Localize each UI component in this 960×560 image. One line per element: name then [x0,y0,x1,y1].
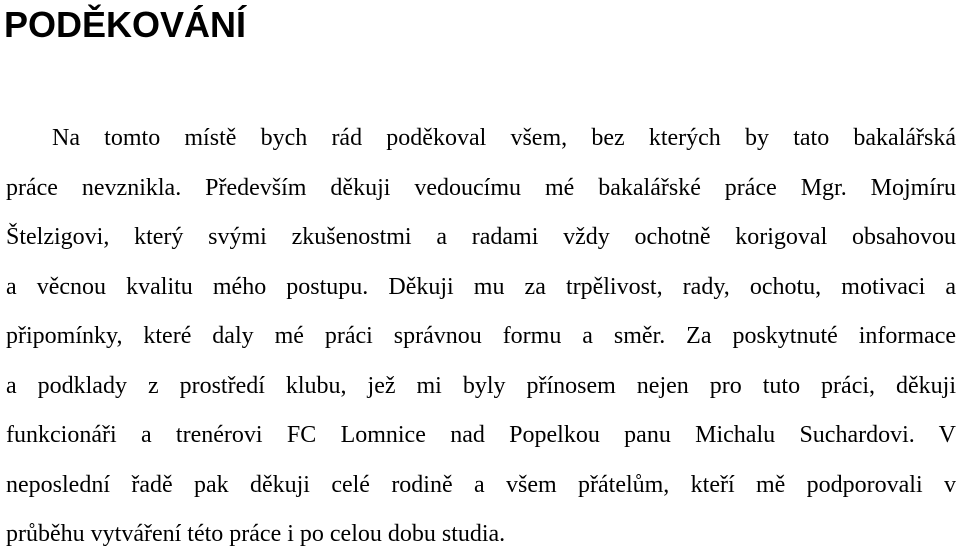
paragraph-line: a podklady z prostředí klubu, jež mi byly přínosem nejen pro tuto práci, děkuji [6,372,956,399]
page-title: PODĚKOVÁNÍ [4,4,247,45]
paragraph-line: Na tomto místě bych rád poděkoval všem, bez kterých by tato bakalářská [52,125,956,151]
paragraph-line: průběhu vytváření této práce i po celou dobu studia. [6,521,506,547]
paragraph-line: připomínky, které daly mé práci správnou formu a směr. Za poskytnuté informace [6,323,956,349]
paragraph-line: neposlední řadě pak děkuji celé rodině a všem přátelům, kteří mě podporovali v [6,471,956,498]
paragraph-line: Štelzigovi, který svými zkušenostmi a radami vždy ochotně korigoval obsahovou [6,224,956,250]
paragraph-line: práce nevznikla. Především děkuji vedoucímu mé bakalářské práce Mgr. Mojmíru [6,174,956,201]
paragraph-line: funkcionáři a trenérovi FC Lomnice nad Popelkou panu Michalu Suchardovi. V [6,422,956,448]
acknowledgement-paragraph [6,114,956,560]
paragraph-line: a věcnou kvalitu mého postupu. Děkuji mu za trpělivost, rady, ochotu, motivaci a [6,273,956,300]
